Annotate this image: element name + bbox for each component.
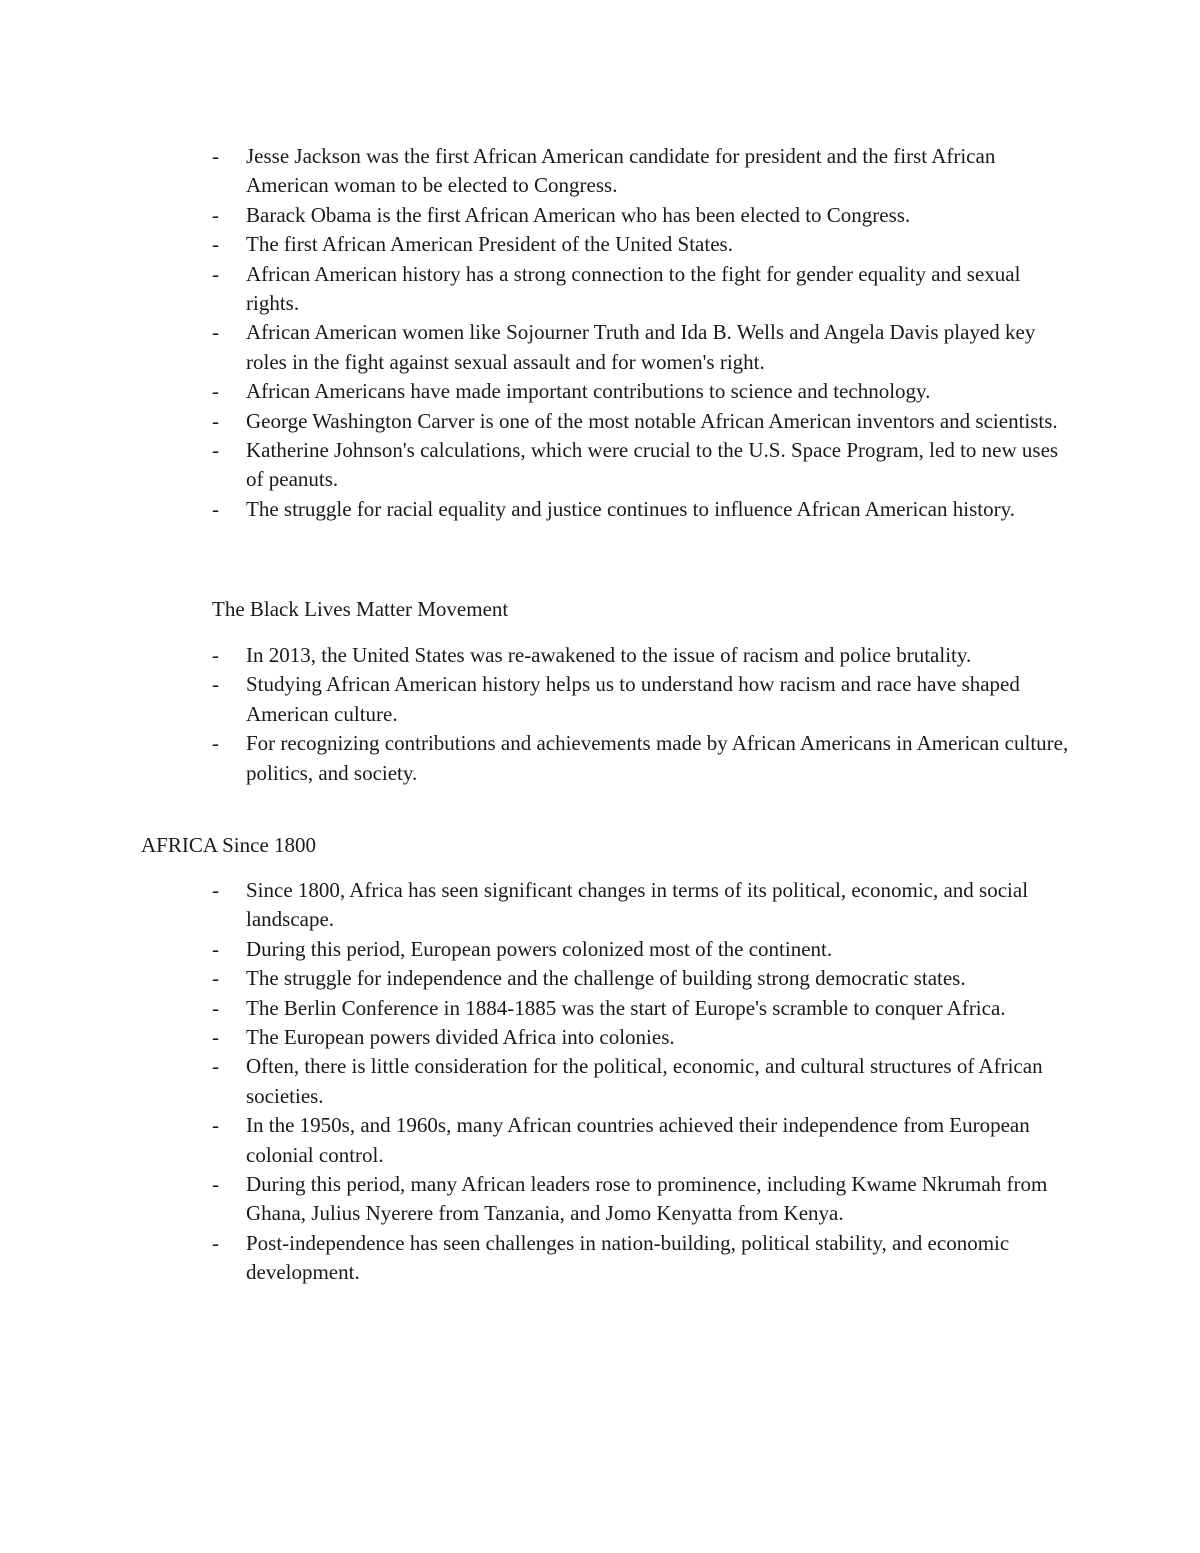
list-item-text: The struggle for racial equality and justice continues to influence African American history. [246, 496, 1015, 521]
list-item [212, 964, 1072, 993]
list-item [212, 1052, 1072, 1111]
list-item [212, 260, 1072, 319]
list-item-text: The European powers divided Africa into colonies. [246, 1025, 675, 1050]
list-item-text: Barack Obama is the first African American who has been elected to Congress. [246, 202, 911, 227]
dash-bullet: - [212, 320, 219, 345]
list-item [212, 495, 1072, 524]
list-item-text: The Berlin Conference in 1884-1885 was the start of Europe's scramble to conquer Africa. [246, 995, 1006, 1020]
dash-bullet: - [212, 1230, 219, 1255]
list-item [212, 1229, 1072, 1288]
list-item-text: During this period, European powers colonized most of the continent. [246, 936, 833, 961]
list-item-text: African Americans have made important contributions to science and technology. [246, 379, 931, 404]
dash-bullet: - [212, 232, 219, 257]
dash-bullet: - [212, 408, 219, 433]
dash-bullet: - [212, 1172, 219, 1197]
list-item-text: George Washington Carver is one of the most notable African American inventors and scientists. [246, 408, 1058, 433]
dash-bullet: - [212, 438, 219, 463]
list-item-text: Post-independence has seen challenges in nation-building, political stability, and economic development. [246, 1230, 1010, 1285]
dash-bullet: - [212, 731, 219, 756]
list-item-text: Katherine Johnson's calculations, which were crucial to the U.S. Space Program, led to new uses of peanuts. [246, 438, 1059, 492]
list-item [212, 641, 1072, 670]
list-item [212, 994, 1072, 1023]
list-item [212, 377, 1072, 406]
dash-bullet: - [212, 995, 219, 1020]
bullet-list-africa-since-1800 [212, 876, 1072, 1288]
list-item-text: For recognizing contributions and achievements made by African Americans in American culture, politics, and society. [246, 731, 1069, 785]
dash-bullet: - [212, 202, 219, 227]
dash-bullet: - [212, 261, 219, 286]
section-heading-black-lives-matter: The Black Lives Matter Movement [212, 597, 509, 621]
dash-bullet: - [212, 966, 219, 991]
dash-bullet: - [212, 1025, 219, 1050]
list-item [212, 729, 1072, 788]
list-item-text: African American history has a strong connection to the fight for gender equality and sexual rights. [246, 261, 1021, 316]
dash-bullet: - [212, 643, 219, 667]
dash-bullet: - [212, 144, 219, 168]
dash-bullet: - [212, 936, 219, 961]
list-item-text: During this period, many African leaders rose to prominence, including Kwame Nkrumah from Ghana, Julius Nyerere from Tanzania, and Jomo Kenyatta from Kenya. [246, 1172, 1048, 1226]
list-item-text: African American women like Sojourner Truth and Ida B. Wells and Angela Davis played key roles in the fight against sexual assault and for women's right. [246, 320, 1036, 374]
dash-bullet: - [212, 878, 219, 902]
dash-bullet: - [212, 379, 219, 404]
list-item-text: The first African American President of the United States. [246, 232, 733, 257]
list-item [212, 935, 1072, 964]
list-item [212, 407, 1072, 436]
list-item [212, 670, 1072, 729]
list-item-text: Studying African American history helps us to understand how racism and race have shaped American culture. [246, 672, 1020, 726]
list-item [212, 876, 1072, 935]
list-item-text: Since 1800, Africa has seen significant changes in terms of its political, economic, and social landscape. [246, 878, 1029, 932]
dash-bullet: - [212, 496, 219, 521]
list-item-text: The struggle for independence and the challenge of building strong democratic states. [246, 966, 966, 991]
list-item [212, 230, 1072, 259]
section-heading-africa-since-1800: AFRICA Since 1800 [141, 833, 317, 857]
list-item [212, 201, 1072, 230]
list-item-text: In 2013, the United States was re-awakened to the issue of racism and police brutality. [246, 643, 972, 667]
bullet-list-black-lives-matter [212, 641, 1072, 788]
list-item-text: In the 1950s, and 1960s, many African countries achieved their independence from European colonial control. [246, 1113, 1030, 1167]
dash-bullet: - [212, 1113, 219, 1138]
list-item-text: Often, there is little consideration for the political, economic, and cultural structures of African societies. [246, 1054, 1043, 1108]
list-item [212, 436, 1072, 495]
list-item-text: Jesse Jackson was the first African American candidate for president and the first African American woman to be elected to Congress. [246, 144, 996, 198]
bullet-list-african-american-history [212, 142, 1072, 524]
dash-bullet: - [212, 672, 219, 697]
list-item [212, 318, 1072, 377]
dash-bullet: - [212, 1054, 219, 1079]
list-item [212, 1170, 1072, 1229]
list-item [212, 1023, 1072, 1052]
list-item [212, 142, 1072, 201]
list-item [212, 1111, 1072, 1170]
